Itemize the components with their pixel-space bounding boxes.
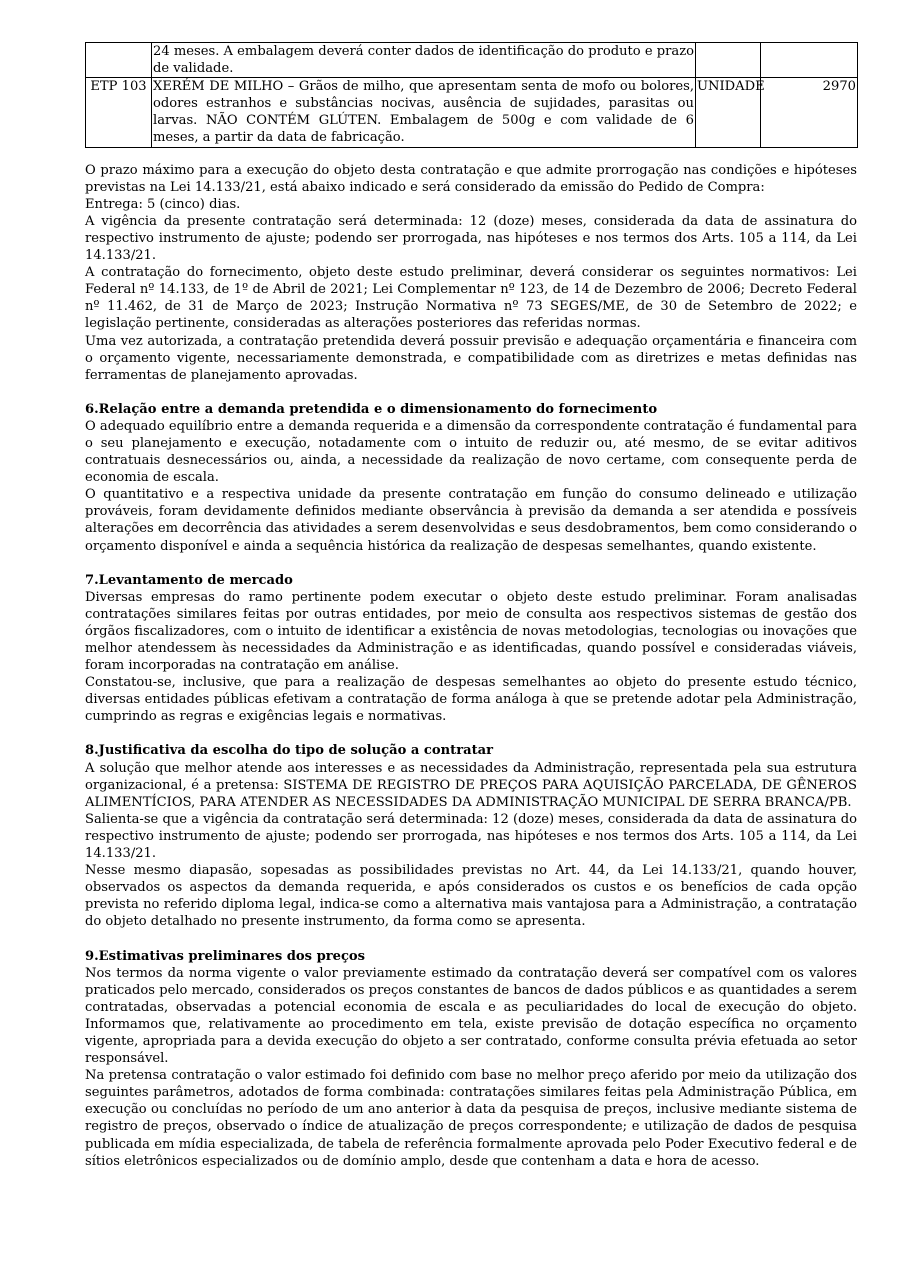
item-quantity-cell [761, 43, 858, 78]
item-unit-cell: UNIDADE [696, 78, 761, 147]
paragraph: Diversas empresas do ramo pertinente podem executar o objeto deste estudo preliminar. Foram analisadas contratações similares feitas por outras entidades, por meio de consulta aos respectivos sistemas de gestão dos órgãos fiscalizadores, com o intuito de identificar a existência de novas metodologias, tecnologias ou inovações que melhor atendessem às necessidades da Administração e as identificadas, quando possível e consideradas viáveis, foram incorporadas na contratação em análise. [85, 589, 857, 674]
paragraph: Nesse mesmo diapasão, sopesadas as possibilidades previstas no Art. 44, da Lei 14.133/21, quando houver, observados os aspectos da demanda requerida, e após considerados os custos e os benefícios de cada opção prevista no referido diploma legal, indica-se como a alternativa mais vantajosa para a Administração, a contratação do objeto detalhado no presente instrumento, da forma como se apresenta. [85, 863, 857, 930]
item-code-cell [86, 43, 152, 78]
table-row [86, 43, 858, 78]
item-description-cell: XERÉM DE MILHO – Grãos de milho, que apresentam senta de mofo ou bolores, odores estranhos e substâncias nocivas, ausência de sujidades, parasitas ou larvas. NÃO CONTÉM GLÚTEN. Embalagem de 500g e com validade de 6 meses, a partir da data de fabricação. [153, 79, 694, 146]
section-heading: 7.Levantamento de mercado [85, 572, 293, 588]
paragraph: O prazo máximo para a execução do objeto desta contratação e que admite prorrogação nas condições e hipóteses previstas na Lei 14.133/21, está abaixo indicado e será considerado da emissão do Pedido de Compra: [85, 162, 857, 195]
paragraph: Salienta-se que a vigência da contratação será determinada: 12 (doze) meses, considerada da data de assinatura do respectivo instrumento de ajuste; podendo ser prorrogada, nas hipóteses e nos termos dos Arts. 105 a 114, da Lei 14.133/21. [85, 811, 857, 862]
document-page [85, 42, 857, 1170]
item-quantity-cell: 2970 [761, 78, 858, 147]
table-row [86, 78, 858, 147]
section-heading: 9.Estimativas preliminares dos preços [85, 948, 366, 964]
paragraph: Uma vez autorizada, a contratação pretendida deverá possuir previsão e adequação orçamentária e financeira com o orçamento vigente, necessariamente demonstrada, e compatibilidade com as diretrizes e metas definidas nas ferramentas de planejamento aprovadas. [85, 333, 857, 383]
paragraph: A solução que melhor atende aos interesses e as necessidades da Administração, representada pela sua estrutura organizacional, é a pretensa: SISTEMA DE REGISTRO DE PREÇOS PARA AQUISIÇÃO PARCELADA, DE GÊNEROS ALIMENTÍCIOS, PARA ATENDER AS NECESSIDADES DA ADMINISTRAÇÃO MUNICIPAL DE SERRA BRANCA/PB. [85, 760, 857, 810]
item-description-cell: 24 meses. A embalagem deverá conter dados de identificação do produto e prazo de validade. [153, 44, 694, 77]
paragraph: A contratação do fornecimento, objeto deste estudo preliminar, deverá considerar os seguintes normativos: Lei Federal nº 14.133, de 1º de Abril de 2021; Lei Complementar nº 123, de 14 de Dezembro de 2006; Decreto Federal nº 11.462, de 31 de Março de 2023; Instrução Normativa nº 73 SEGES/ME, de 30 de Setembro de 2022; e legislação pertinente, consideradas as alterações posteriores das referidas normas. [85, 265, 857, 332]
section-heading: 8.Justificativa da escolha do tipo de solução a contratar [85, 743, 494, 759]
paragraph: O quantitativo e a respectiva unidade da presente contratação em função do consumo delineado e utilização prováveis, foram devidamente definidos mediante observância à previsão da demanda a ser atendida e possíveis alterações em decorrência das atividades a serem desenvolvidas e seus desdobramentos, bem como considerando o orçamento disponível e ainda a sequência histórica da realização de despesas semelhantes, quando existente. [85, 487, 857, 554]
paragraph: Constatou-se, inclusive, que para a realização de despesas semelhantes ao objeto do presente estudo técnico, diversas entidades públicas efetivam a contratação de forma análoga à que se pretende adotar pela Administração, cumprindo as regras e exigências legais e normativas. [85, 675, 857, 725]
paragraph: Na pretensa contratação o valor estimado foi definido com base no melhor preço aferido por meio da utilização dos seguintes parâmetros, adotados de forma combinada: contratações similares feitas pela Administração Pública, em execução ou concluídas no período de um ano anterior à data da pesquisa de preços, inclusive mediante sistema de registro de preços, observado o índice de atualização de preços correspondente; e utilização de dados de pesquisa publicada em mídia especializada, de tabela de referência formalmente aprovada pelo Poder Executivo federal e de sítios eletrônicos especializados ou de domínio amplo, desde que contenham a data e hora de acesso. [85, 1068, 857, 1169]
items-table [85, 42, 858, 148]
paragraph: Nos termos da norma vigente o valor previamente estimado da contratação deverá ser compatível com os valores praticados pelo mercado, considerados os preços constantes de bancos de dados públicos e as quantidades a serem contratadas, observadas a potencial economia de escala e as peculiaridades do local de execução do objeto. Informamos que, relativamente ao procedimento em tela, existe previsão de dotação específica no orçamento vigente, apropriada para a devida execução do objeto a ser contratado, conforme consulta prévia efetuada ao setor responsável. [85, 965, 857, 1067]
item-unit-cell [696, 43, 761, 78]
paragraph: A vigência da presente contratação será determinada: 12 (doze) meses, considerada da data de assinatura do respectivo instrumento de ajuste; podendo ser prorrogada, nas hipóteses e nos termos dos Arts. 105 a 114, da Lei 14.133/21. [85, 213, 857, 264]
paragraph: O adequado equilíbrio entre a demanda requerida e a dimensão da correspondente contratação é fundamental para o seu planejamento e execução, notadamente com o intuito de reduzir ou, até mesmo, de se evitar aditivos contratuais desnecessários ou, ainda, a necessidade da realização de novo certame, com consequente perda de economia de escala. [85, 418, 857, 486]
section-heading: 6.Relação entre a demanda pretendida e o dimensionamento do fornecimento [85, 401, 658, 417]
paragraph: Entrega: 5 (cinco) dias. [85, 196, 241, 212]
item-code-cell: ETP 103 [86, 78, 152, 147]
